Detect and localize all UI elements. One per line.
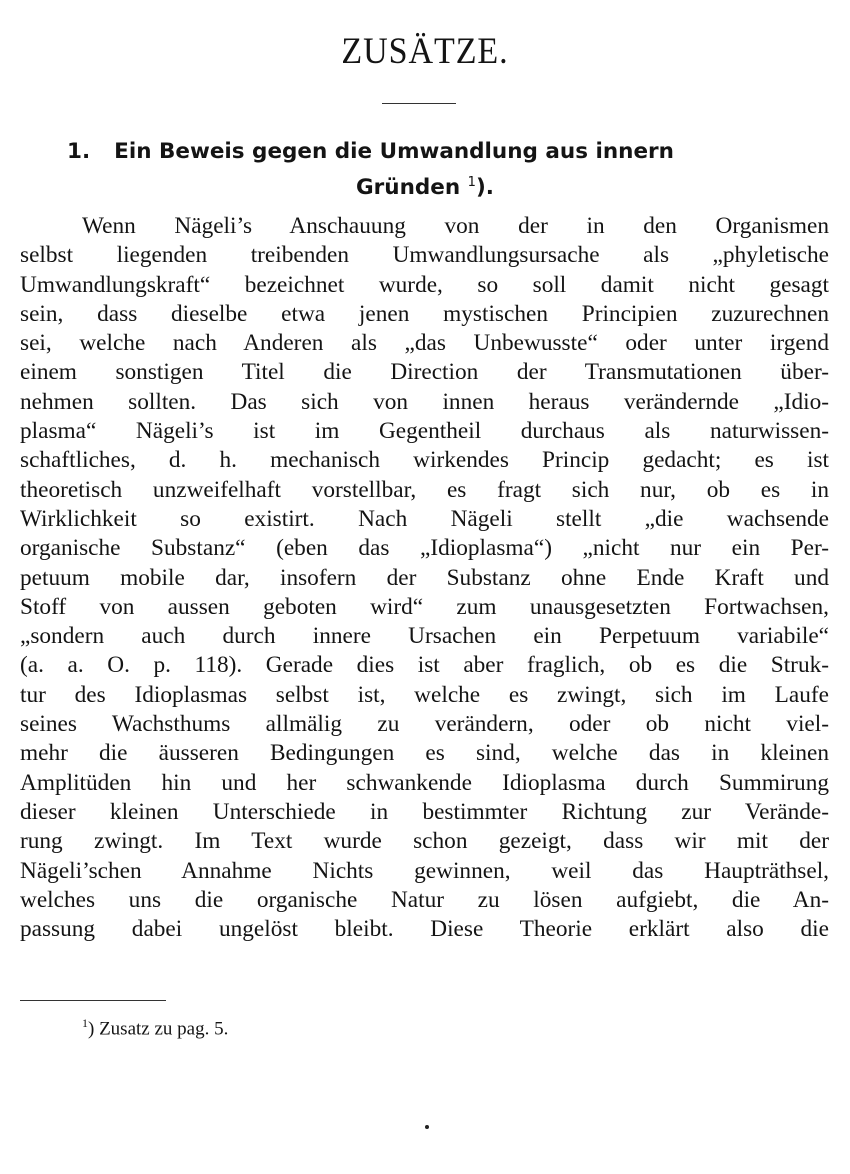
footnote [82, 1016, 228, 1040]
text-line: einem sonstigen Titel die Direction der Transmutationen über- [20, 359, 829, 386]
heading-line-1: Ein Beweis gegen die Umwandlung aus innern [114, 139, 674, 164]
text-line: mehr die äusseren Bedingungen es sind, welche das in kleinen [20, 740, 829, 767]
footnote-mark: 1 [82, 1016, 88, 1030]
heading-line-2-end: ). [475, 175, 494, 201]
section-number: 1. [67, 139, 91, 164]
text-line: dieser kleinen Unterschiede in bestimmter Richtung zur Verände- [20, 798, 829, 825]
heading-footnote-mark: 1 [467, 175, 476, 190]
text-line: Amplitüden hin und her schwankende Idioplasma durch Summirung [20, 769, 829, 796]
title-divider [382, 103, 456, 104]
heading-line-2: Gründen [356, 175, 461, 201]
text-line: sei, welche nach Anderen als „das Unbewusste“ oder unter irgend [20, 330, 829, 357]
text-line: „sondern auch durch innere Ursachen ein Perpetuum variabile“ [20, 623, 829, 650]
text-line: plasma“ Nägeli’s ist im Gegentheil durchaus als naturwissen- [20, 418, 829, 445]
text-line: organische Substanz“ (eben das „Idioplasma“) „nicht nur ein Per- [20, 535, 829, 562]
section-heading [30, 136, 820, 203]
text-line: Wirklichkeit so existirt. Nach Nägeli stellt „die wachsende [20, 505, 829, 532]
text-line: sein, dass dieselbe etwa jenen mystischen Principien zuzurechnen [20, 300, 829, 327]
text-line: passung dabei ungelöst bleibt. Diese Theorie erklärt also die [20, 916, 829, 943]
text-line: Wenn Nägeli’s Anschauung von der in den Organismen [82, 213, 829, 239]
body-text [20, 212, 829, 944]
print-dot [425, 1125, 429, 1129]
text-line: tur des Idioplasmas selbst ist, welche es zwingt, sich im Laufe [20, 681, 829, 708]
text-line: welches uns die organische Natur zu lösen aufgiebt, die An- [20, 886, 829, 913]
text-line: Stoff von aussen geboten wird“ zum unausgesetzten Fortwachsen, [20, 593, 829, 620]
footnote-divider [20, 1000, 166, 1001]
text-line: petuum mobile dar, insofern der Substanz ohne Ende Kraft und [20, 564, 829, 591]
text-line: (a. a. O. p. 118). Gerade dies ist aber fraglich, ob es die Struk- [20, 652, 829, 679]
text-line: Umwandlungskraft“ bezeichnet wurde, so soll damit nicht gesagt [20, 271, 829, 298]
page-title: ZUSÄTZE. [341, 31, 509, 72]
text-line: schaftliches, d. h. mechanisch wirkendes Princip gedacht; es ist [20, 447, 829, 474]
text-line: seines Wachsthums allmälig zu verändern, oder ob nicht viel- [20, 711, 829, 738]
text-line: Nägeli’schen Annahme Nichts gewinnen, weil das Haupträthsel, [20, 857, 829, 884]
text-line: nehmen sollten. Das sich von innen heraus verändernde „Idio- [20, 388, 829, 415]
footnote-text: ) Zusatz zu pag. 5. [88, 1018, 229, 1040]
text-line: theoretisch unzweifelhaft vorstellbar, es fragt sich nur, ob es in [20, 476, 829, 503]
text-line: rung zwingt. Im Text wurde schon gezeigt, dass wir mit der [20, 828, 829, 855]
text-line: selbst liegenden treibenden Umwandlungsursache als „phyletische [20, 242, 829, 269]
